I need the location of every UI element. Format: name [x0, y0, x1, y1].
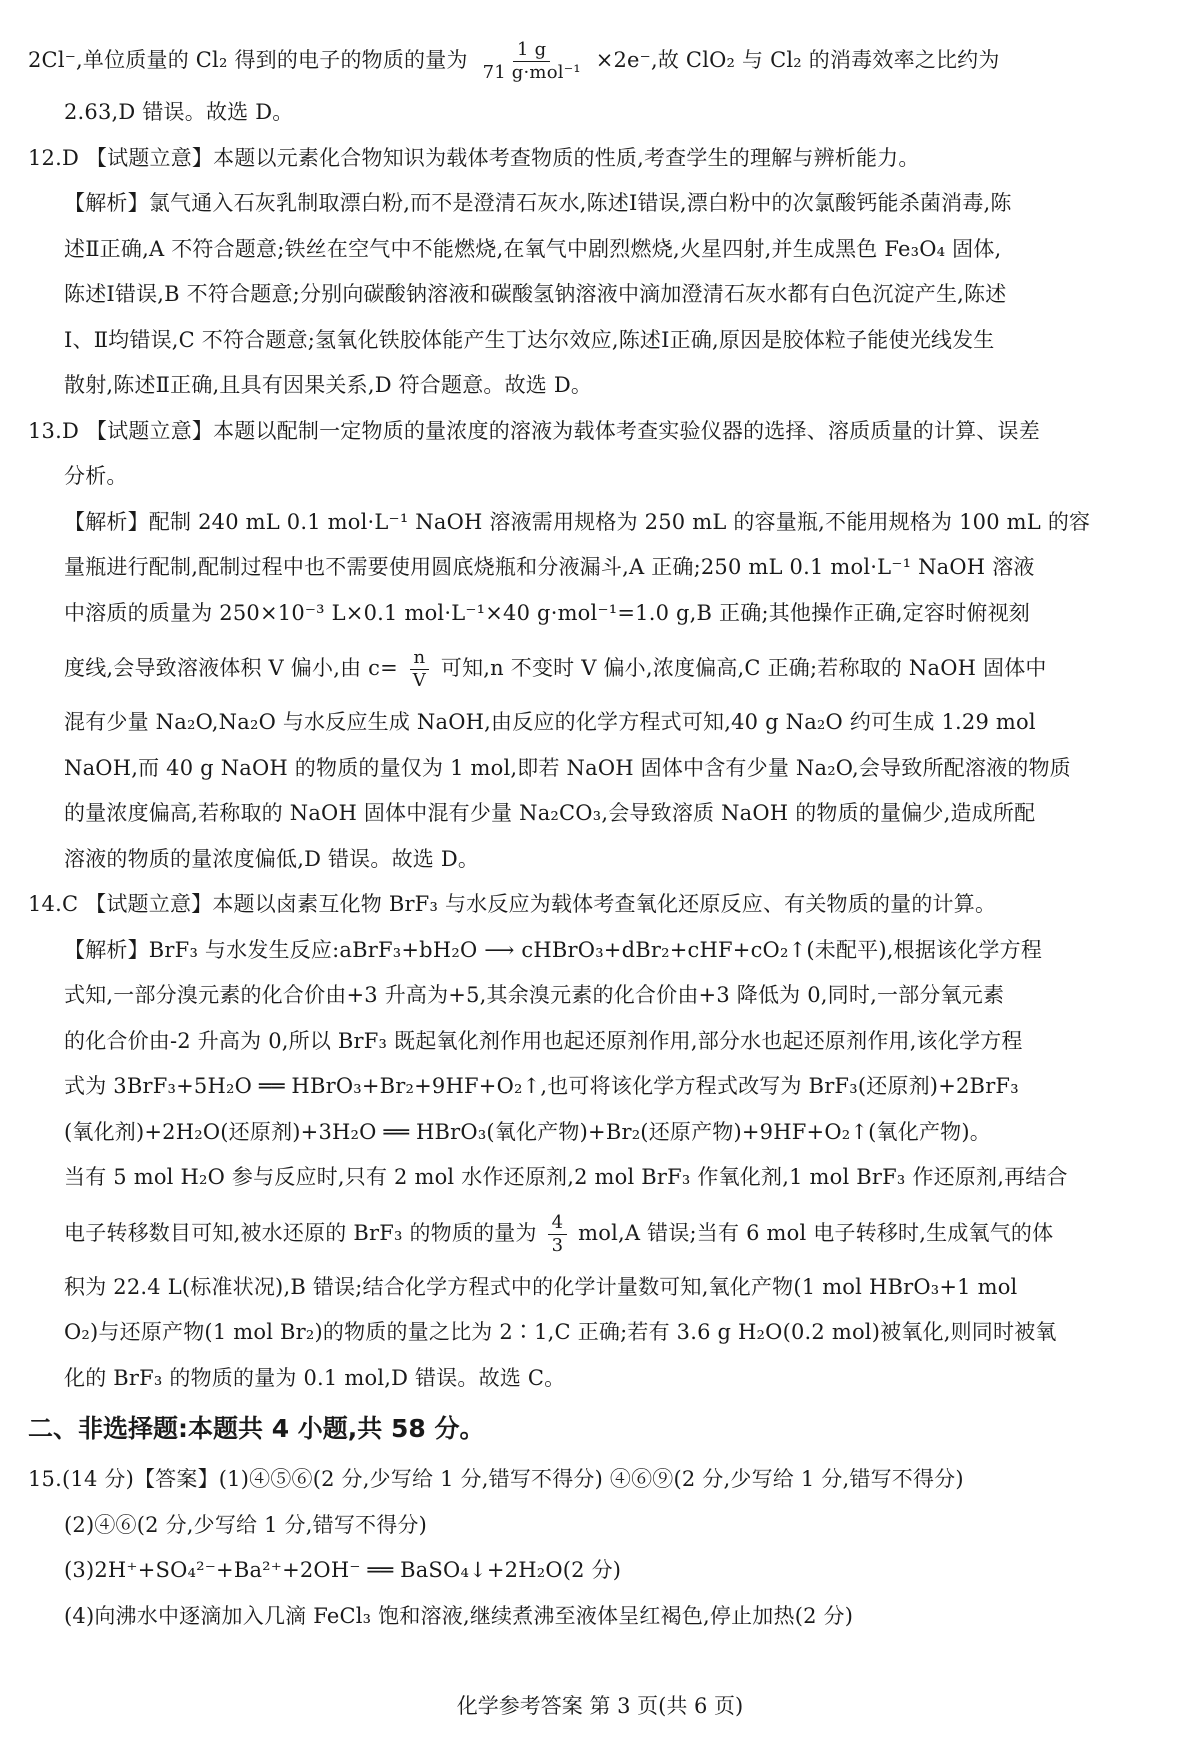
text-line: NaOH,而 40 g NaOH 的物质的量仅为 1 mol,即若 NaOH 固体中含有少量 Na₂O,会导致所配溶液的物质	[64, 755, 1071, 780]
question-14-heading: 14.C 【试题立意】本题以卤素互化物 BrF₃ 与水反应为载体考查氧化还原反应、有关物质的量的计算。	[28, 892, 997, 916]
text-line: 积为 22.4 L(标准状况),B 错误;结合化学方程式中的化学计量数可知,氧化产物(1 mol HBrO₃+1 mol	[64, 1274, 1018, 1299]
page-footer: 化学参考答案 第 3 页(共 6 页)	[456, 1694, 744, 1718]
text-line: 混有少量 Na₂O,Na₂O 与水反应生成 NaOH,由反应的化学方程式可知,40 g Na₂O 约可生成 1.29 mol	[64, 710, 1036, 734]
text-line: (4)向沸水中逐滴加入几滴 FeCl₃ 饱和溶液,继续煮沸至液体呈红褐色,停止加热(2 分)	[64, 1603, 854, 1628]
text-line: 度线,会导致溶液体积 V 偏小,由 c= $\frac{n}{V}$ 可知,n 不变时 V 偏小,浓度偏高,C 正确;若称取的 NaOH 固体中	[64, 647, 1047, 691]
text-line: O₂)与还原产物(1 mol Br₂)的物质的量之比为 2∶1,C 正确;若有 3.6 g H₂O(0.2 mol)被氧化,则同时被氧	[64, 1320, 1057, 1344]
text-line: 溶液的物质的量浓度偏低,D 错误。故选 D。	[64, 846, 480, 871]
text-line: 电子转移数目可知,被水还原的 BrF₃ 的物质的量为 $\frac{4}{3}$ mol,A 错误;当有 6 mol 电子转移时,生成氧气的体	[64, 1211, 1054, 1256]
text-line: Ⅰ、Ⅱ均错误,C 不符合题意;氢氧化铁胶体能产生丁达尔效应,陈述Ⅰ正确,原因是胶体粒子能使光线发生	[64, 327, 995, 352]
question-12-heading: 12.D 【试题立意】本题以元素化合物知识为载体考查物质的性质,考查学生的理解与辨析能力。	[28, 145, 920, 170]
fraction: $\frac{1 g}{\text{71 g·mol⁻¹}}$	[482, 39, 581, 83]
text-line: 化的 BrF₃ 的物质的量为 0.1 mol,D 错误。故选 C。	[64, 1365, 566, 1390]
text-line: 【解析】配制 240 mL 0.1 mol·L⁻¹ NaOH 溶液需用规格为 250 mL 的容量瓶,不能用规格为 100 mL 的容	[64, 509, 1091, 534]
text-line: 【解析】氯气通入石灰乳制取漂白粉,而不是澄清石灰水,陈述Ⅰ错误,漂白粉中的次氯酸钙能杀菌消毒,陈	[64, 191, 1012, 215]
text-line: 【解析】BrF₃ 与水发生反应:aBrF₃+bH₂O ⟶ cHBrO₃+dBr₂+cHF+cO₂↑(未配平),根据该化学方程	[64, 937, 1043, 962]
text-line: (氧化剂)+2H₂O(还原剂)+3H₂O ══ HBrO₃(氧化产物)+Br₂(还原产物)+9HF+O₂↑(氧化产物)。	[64, 1119, 991, 1144]
text-line: 散射,陈述Ⅱ正确,且具有因果关系,D 符合题意。故选 D。	[64, 373, 593, 397]
text-line: (3)2H⁺+SO₄²⁻+Ba²⁺+2OH⁻ ══ BaSO₄↓+2H₂O(2 分)	[64, 1558, 622, 1582]
fraction: $\frac{n}{V}$	[409, 647, 430, 692]
text-line: 述Ⅱ正确,A 不符合题意;铁丝在空气中不能燃烧,在氧气中剧烈燃烧,火星四射,并生成黑色 Fe₃O₄ 固体,	[64, 236, 1002, 261]
text-line: 的量浓度偏高,若称取的 NaOH 固体中混有少量 Na₂CO₃,会导致溶质 NaOH 的物质的量偏少,造成所配	[64, 801, 1036, 825]
text-line: 式为 3BrF₃+5H₂O ══ HBrO₃+Br₂+9HF+O₂↑,也可将该化学方程式改写为 BrF₃(还原剂)+2BrF₃	[64, 1074, 1019, 1098]
text-line: 式知,一部分溴元素的化合价由+3 升高为+5,其余溴元素的化合价由+3 降低为 0,同时,一部分氧元素	[64, 983, 1005, 1007]
text-line: 分析。	[64, 464, 128, 488]
text-line: 陈述Ⅰ错误,B 不符合题意;分别向碳酸钠溶液和碳酸氢钠溶液中滴加澄清石灰水都有白色沉淀产生,陈述	[64, 282, 1007, 306]
text-line: 的化合价由-2 升高为 0,所以 BrF₃ 既起氧化剂作用也起还原剂作用,部分水也起还原剂作用,该化学方程	[64, 1028, 1023, 1053]
text-line: 中溶质的质量为 250×10⁻³ L×0.1 mol·L⁻¹×40 g·mol⁻¹=1.0 g,B 正确;其他操作正确,定容时俯视刻	[64, 600, 1030, 625]
text-line: 当有 5 mol H₂O 参与反应时,只有 2 mol 水作还原剂,2 mol BrF₃ 作氧化剂,1 mol BrF₃ 作还原剂,再结合	[64, 1165, 1068, 1189]
fraction: $\frac{4}{3}$	[548, 1212, 568, 1257]
question-15-heading: 15.(14 分)【答案】(1)④⑤⑥(2 分,少写给 1 分,错写不得分) ④⑥⑨(2 分,少写给 1 分,错写不得分)	[28, 1467, 964, 1491]
question-13-heading: 13.D 【试题立意】本题以配制一定物质的量浓度的溶液为载体考查实验仪器的选择、溶质质量的计算、误差	[28, 418, 1040, 443]
text-line: 2.63,D 错误。故选 D。	[64, 100, 294, 124]
section-title: 二、非选择题:本题共 4 小题,共 58 分。	[28, 1414, 485, 1443]
text-line: 量瓶进行配制,配制过程中也不需要使用圆底烧瓶和分液漏斗,A 正确;250 mL 0.1 mol·L⁻¹ NaOH 溶液	[64, 555, 1035, 579]
text-line: 2Cl⁻,单位质量的 Cl₂ 得到的电子的物质的量为 $\frac{1 g}{\text{71 g·mol⁻¹}}$ ×2e⁻,故 ClO₂ 与 Cl₂ 的消毒效率之比约为	[28, 39, 1000, 83]
text-line: (2)④⑥(2 分,少写给 1 分,错写不得分)	[64, 1512, 428, 1537]
